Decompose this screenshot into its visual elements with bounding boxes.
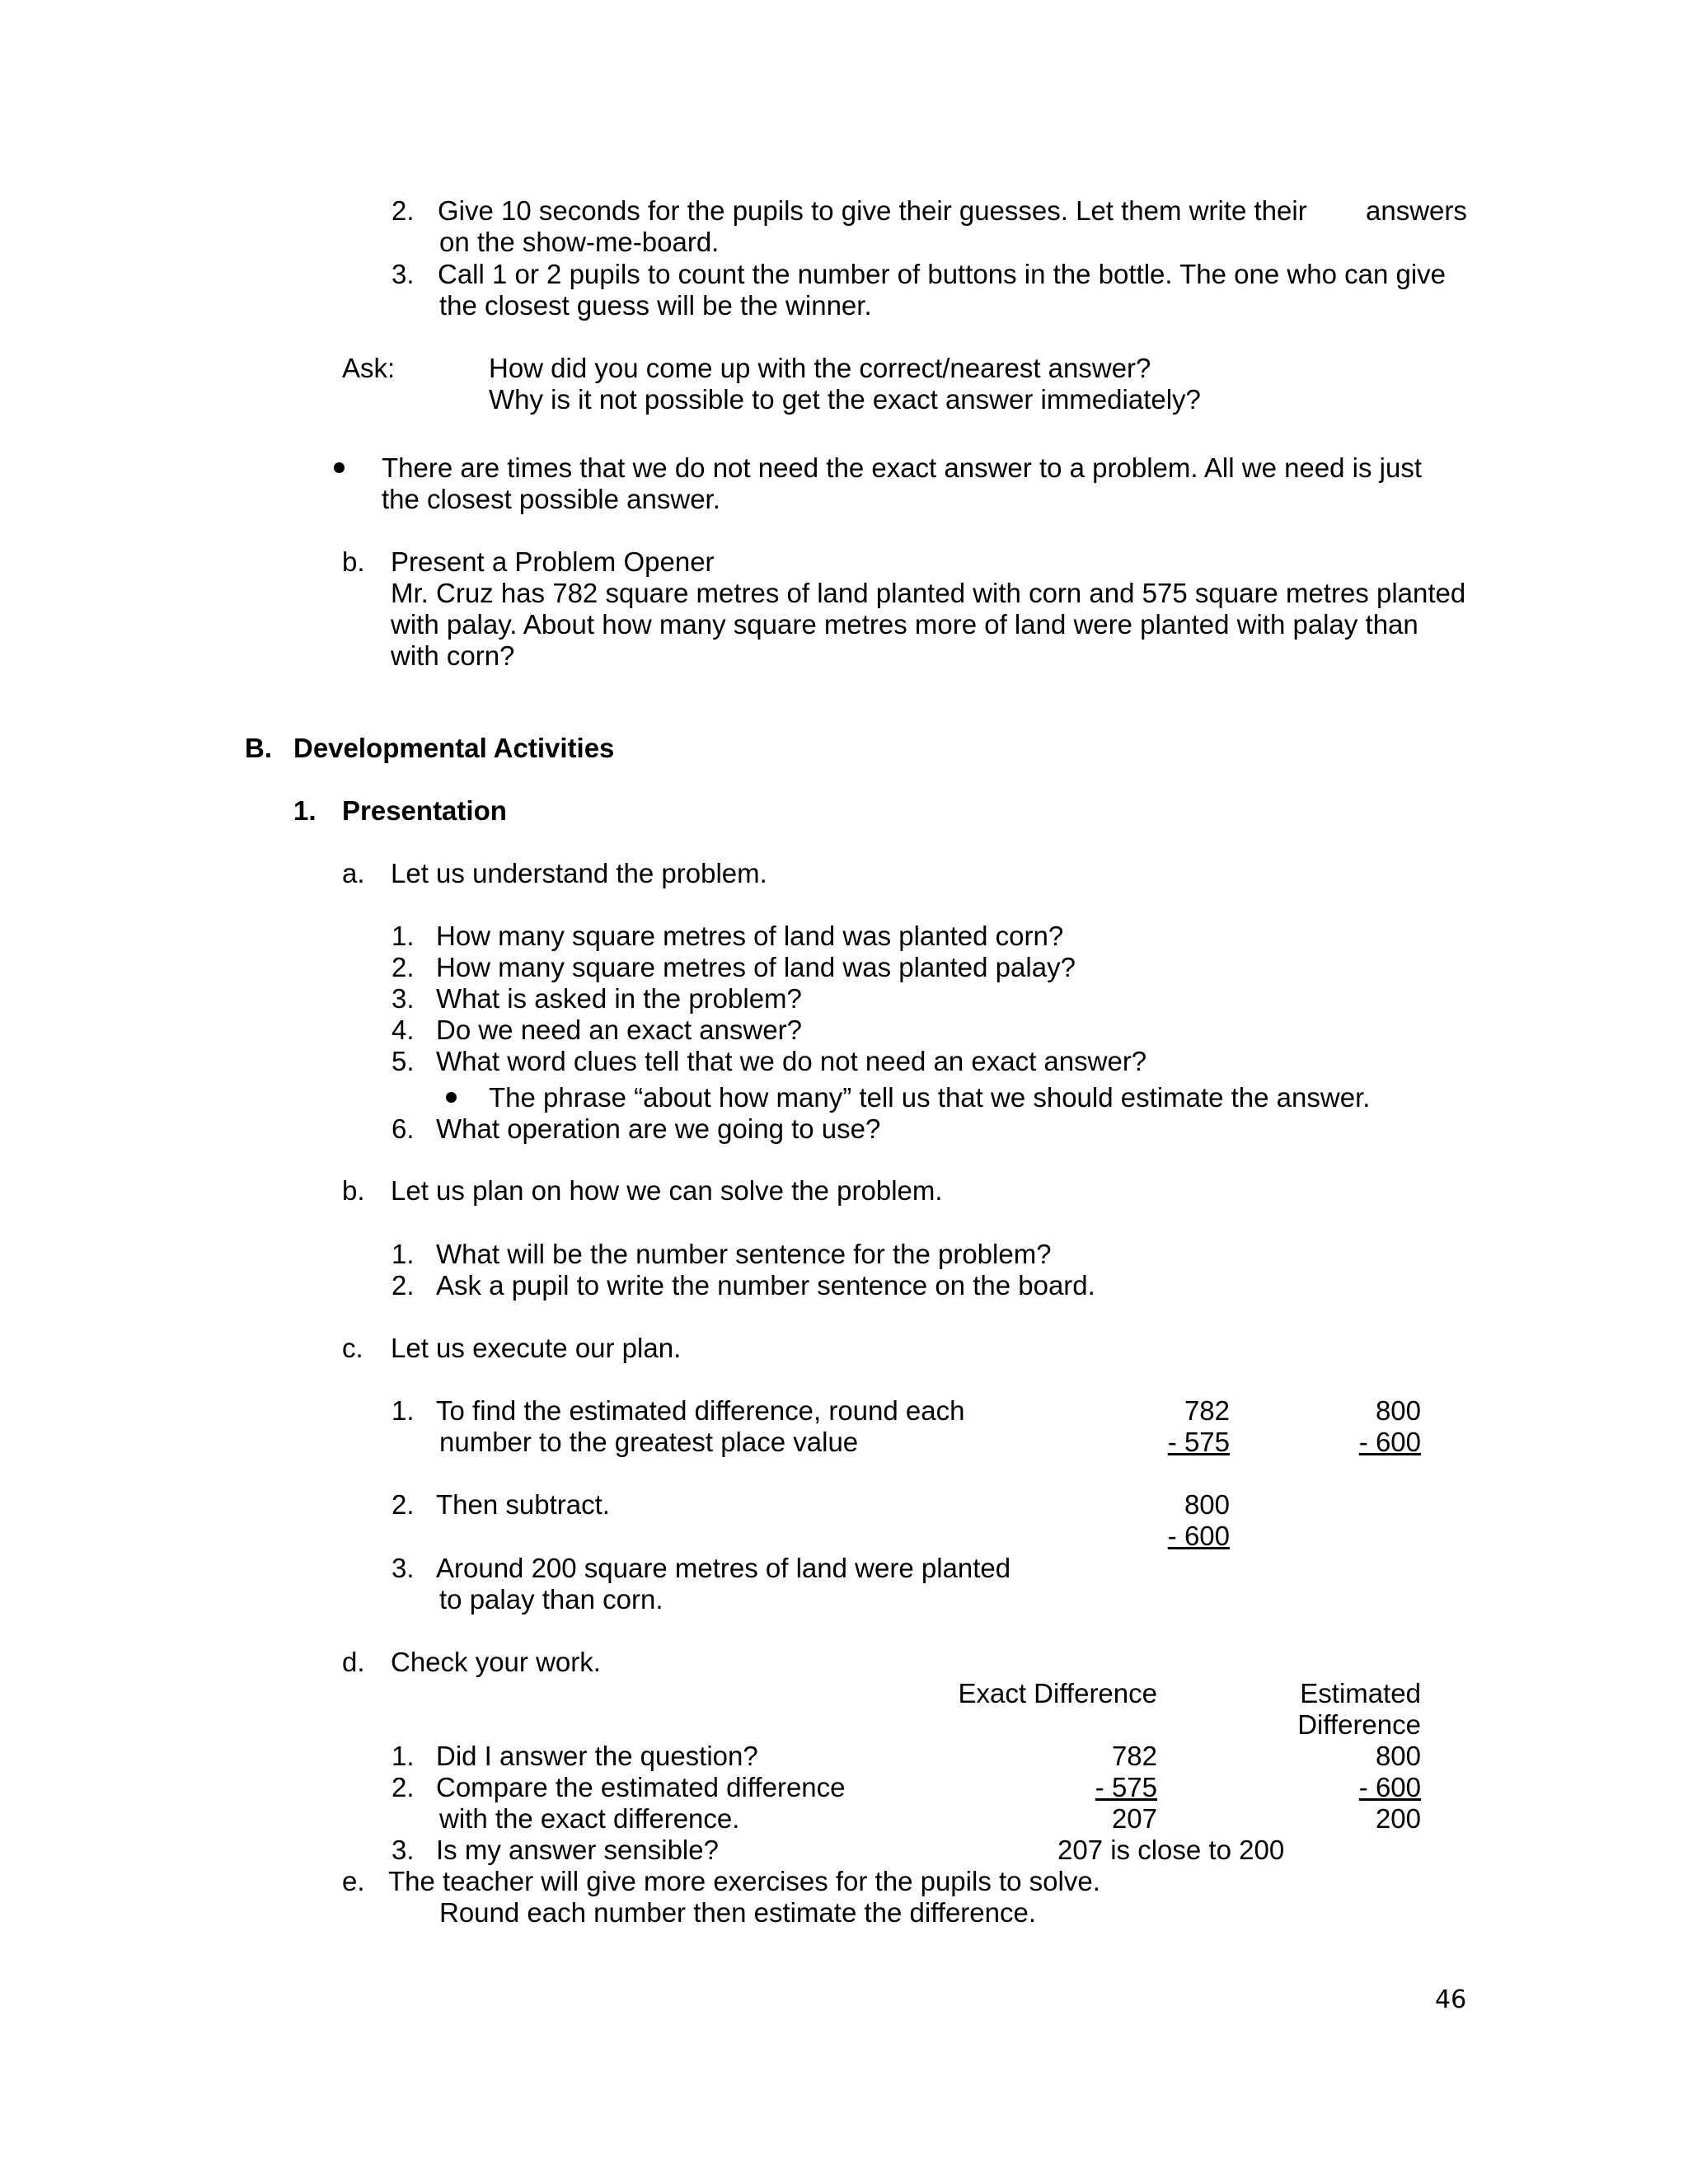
subsection-number: 1.	[293, 795, 316, 826]
bullet-icon	[334, 462, 345, 473]
list-number: 2.	[392, 1270, 415, 1301]
step-text: Call 1 or 2 pupils to count the number of buttons in the bottle. The one who can give	[438, 259, 1446, 289]
column-header: Exact Difference	[958, 1678, 1157, 1708]
step-text: the closest guess will be the winner.	[439, 290, 872, 321]
list-item: number to the greatest place value	[439, 1427, 859, 1457]
section-letter: B.	[245, 733, 272, 763]
list-number: 1.	[392, 921, 415, 951]
calc-number: - 600	[1167, 1521, 1230, 1551]
opener-letter: b.	[342, 546, 365, 577]
part-text: The teacher will give more exercises for the pupils to solve.	[388, 1866, 1100, 1896]
list-number: 2.	[392, 952, 415, 982]
calc-number: - 600	[1358, 1427, 1421, 1457]
list-number: 1.	[392, 1395, 415, 1426]
list-item: What is asked in the problem?	[436, 983, 802, 1014]
list-number: 3.	[392, 1553, 415, 1583]
list-number: 1.	[392, 1239, 415, 1269]
part-letter: d.	[342, 1647, 365, 1677]
step-text: Give 10 seconds for the pupils to give their guesses. Let them write their	[438, 195, 1307, 226]
list-number: 3.	[392, 1835, 415, 1865]
bullet-icon	[446, 1092, 457, 1103]
ask-question: Why is it not possible to get the exact answer immediately?	[489, 384, 1201, 415]
list-number: 4.	[392, 1015, 415, 1045]
list-item: with the exact difference.	[439, 1803, 740, 1834]
part-letter: b.	[342, 1175, 365, 1206]
list-item: Did I answer the question?	[436, 1741, 758, 1771]
list-item: Ask a pupil to write the number sentence on the board.	[436, 1270, 1095, 1301]
part-title: Let us understand the problem.	[391, 858, 767, 888]
comparison-result: 207 is close to 200	[1057, 1835, 1285, 1865]
part-letter: e.	[342, 1866, 365, 1896]
list-number: 1.	[392, 1741, 415, 1771]
list-number: 3.	[392, 983, 415, 1014]
list-item: Is my answer sensible?	[436, 1835, 719, 1865]
part-title: Let us plan on how we can solve the problem.	[391, 1175, 943, 1206]
calc-number: 782	[1184, 1395, 1230, 1426]
opener-text: with corn?	[391, 640, 515, 671]
list-item: To find the estimated difference, round each	[436, 1395, 965, 1426]
note-text: There are times that we do not need the exact answer to a problem. All we need is just	[382, 452, 1423, 483]
list-item: What word clues tell that we do not need an exact answer?	[436, 1046, 1147, 1076]
step-number: 3.	[392, 259, 415, 289]
list-item: Around 200 square metres of land were planted	[436, 1553, 1011, 1583]
list-item: Compare the estimated difference	[436, 1772, 846, 1802]
part-text: Round each number then estimate the difference.	[439, 1897, 1037, 1928]
step-text: answers	[1366, 195, 1467, 226]
step-text: on the show-me-board.	[439, 227, 720, 257]
calc-number: 800	[1375, 1395, 1421, 1426]
step-number: 2.	[392, 195, 415, 226]
list-item: Then subtract.	[436, 1489, 610, 1520]
list-item: How many square metres of land was planted corn?	[436, 921, 1064, 951]
list-item: to palay than corn.	[439, 1584, 663, 1615]
part-title: Let us execute our plan.	[391, 1333, 682, 1363]
section-title: Developmental Activities	[293, 733, 615, 763]
part-letter: c.	[342, 1333, 363, 1363]
calc-number: 800	[1184, 1489, 1230, 1520]
list-number: 5.	[392, 1046, 415, 1076]
calc-number: - 600	[1358, 1772, 1421, 1802]
calc-number: 207	[1111, 1803, 1157, 1834]
calc-number: 800	[1375, 1741, 1421, 1771]
column-header: Estimated	[1300, 1678, 1421, 1708]
part-title: Check your work.	[391, 1647, 601, 1677]
list-number: 2.	[392, 1489, 415, 1520]
opener-text: with palay. About how many square metres more of land were planted with palay than	[391, 609, 1418, 640]
note-text: the closest possible answer.	[382, 484, 720, 514]
list-item: What will be the number sentence for the problem?	[436, 1239, 1052, 1269]
subsection-title: Presentation	[342, 795, 507, 826]
calc-number: 200	[1375, 1803, 1421, 1834]
calc-number: 782	[1111, 1741, 1157, 1771]
sub-bullet-text: The phrase “about how many” tell us that we should estimate the answer.	[489, 1082, 1371, 1113]
page-number: 46	[1435, 1985, 1467, 2014]
list-number: 2.	[392, 1772, 415, 1802]
list-number: 6.	[392, 1113, 415, 1144]
ask-label: Ask:	[342, 353, 396, 383]
calc-number: - 575	[1095, 1772, 1157, 1802]
calc-number: - 575	[1167, 1427, 1230, 1457]
column-header: Difference	[1297, 1709, 1421, 1740]
list-item: How many square metres of land was planted palay?	[436, 952, 1076, 982]
list-item: What operation are we going to use?	[436, 1113, 881, 1144]
list-item: Do we need an exact answer?	[436, 1015, 802, 1045]
ask-question: How did you come up with the correct/nearest answer?	[489, 353, 1151, 383]
opener-text: Mr. Cruz has 782 square metres of land planted with corn and 575 square metres planted	[391, 578, 1466, 608]
part-letter: a.	[342, 858, 365, 888]
opener-title: Present a Problem Opener	[391, 546, 715, 577]
